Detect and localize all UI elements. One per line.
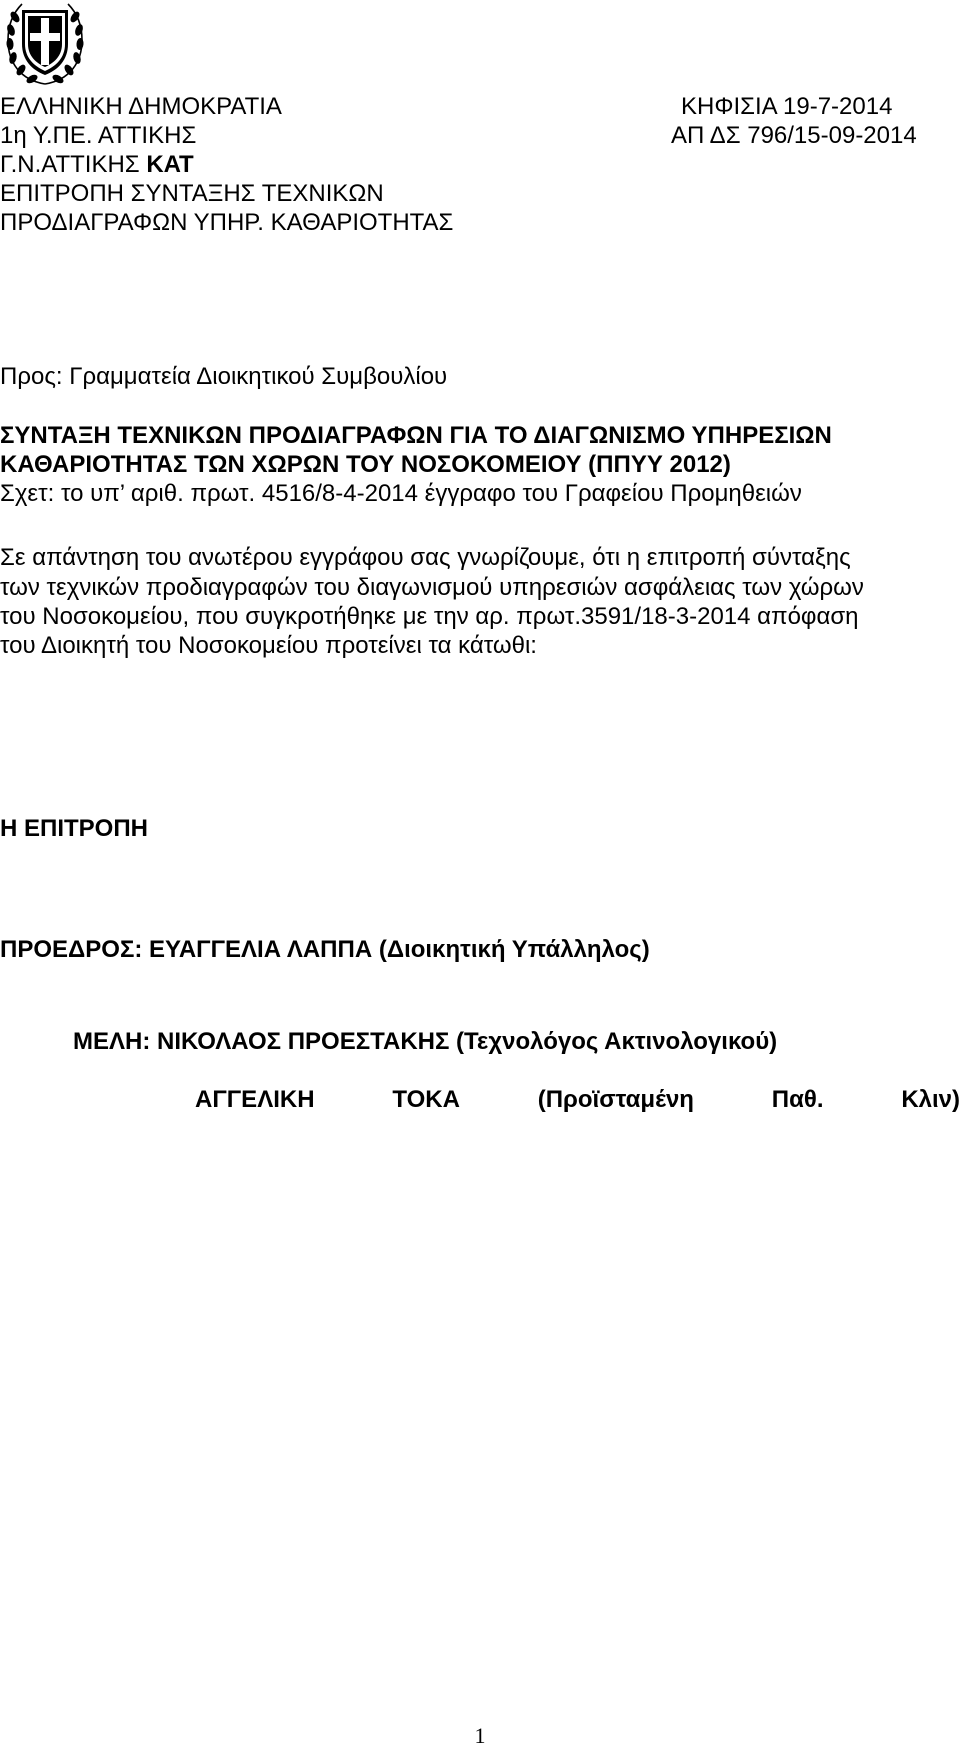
header-line-3-text: Γ.Ν.ΑΤΤΙΚΗΣ bbox=[0, 151, 147, 178]
subject-line-2: ΚΑΘΑΡΙΟΤΗΤΑΣ ΤΩΝ ΧΩΡΩΝ ΤΟΥ ΝΟΣΟΚΟΜΕΙΟΥ (ΠΠΥΥ 2012) bbox=[0, 451, 731, 478]
member-2-word: Παθ. bbox=[771, 1086, 824, 1113]
page-number: 1 bbox=[474, 1723, 486, 1748]
body-line-1: Σε απάντηση του ανωτέρου εγγράφου σας γνωρίζουμε, ότι η επιτροπή σύνταξης bbox=[0, 544, 851, 571]
header-line-4: ΕΠΙΤΡΟΠΗ ΣΥΝΤΑΞΗΣ ΤΕΧΝΙΚΩΝ bbox=[0, 180, 384, 207]
committee-heading: Η ΕΠΙΤΡΟΠΗ bbox=[0, 815, 149, 842]
committee-member-2 bbox=[195, 1086, 960, 1114]
member-2-word: Κλιν) bbox=[901, 1086, 960, 1113]
protocol-number: ΑΠ ΔΣ 796/15-09-2014 bbox=[671, 122, 917, 149]
member-2-word: ΤΟΚΑ bbox=[392, 1086, 460, 1113]
recipient: Προς: Γραμματεία Διοικητικού Συμβουλίου bbox=[0, 363, 448, 390]
hospital-abbreviation: ΚΑΤ bbox=[146, 151, 194, 178]
subject-line-1: ΣΥΝΤΑΞΗ ΤΕΧΝΙΚΩΝ ΠΡΟΔΙΑΓΡΑΦΩΝ ΓΙΑ ΤΟ ΔΙΑΓΩΝΙΣΜΟ ΥΠΗΡΕΣΙΩΝ bbox=[0, 422, 832, 449]
committee-member-1: ΜΕΛΗ: ΝΙΚΟΛΑΟΣ ΠΡΟΕΣΤΑΚΗΣ (Τεχνολόγος Ακτινολογικού) bbox=[73, 1028, 778, 1055]
reference: Σχετ: το υπ’ αριθ. πρωτ. 4516/8-4-2014 έγγραφο του Γραφείου Προμηθειών bbox=[0, 480, 802, 507]
body-line-3: του Νοσοκομείου, που συγκροτήθηκε με την αρ. πρωτ.3591/18-3-2014 απόφαση bbox=[0, 603, 859, 630]
body-line-2: των τεχνικών προδιαγραφών του διαγωνισμού υπηρεσιών ασφάλειας των χώρων bbox=[0, 574, 864, 601]
member-2-word: ΑΓΓΕΛΙΚΗ bbox=[195, 1086, 315, 1113]
header-line-2: 1η Υ.ΠΕ. ΑΤΤΙΚΗΣ bbox=[0, 122, 197, 149]
header-line-5: ΠΡΟΔΙΑΓΡΑΦΩΝ ΥΠΗΡ. ΚΑΘΑΡΙΟΤΗΤΑΣ bbox=[0, 209, 454, 236]
member-2-word: (Προϊσταμένη bbox=[537, 1086, 694, 1113]
place-date: ΚΗΦΙΣΙΑ 19-7-2014 bbox=[681, 93, 893, 120]
greek-coat-of-arms-icon bbox=[2, 0, 88, 88]
body-line-4: του Διοικητή του Νοσοκομείου προτείνει τα κάτωθι: bbox=[0, 632, 537, 659]
header-line-1: ΕΛΛΗΝΙΚΗ ΔΗΜΟΚΡΑΤΙΑ bbox=[0, 93, 282, 120]
committee-president: ΠΡΟΕΔΡΟΣ: ΕΥΑΓΓΕΛΙΑ ΛΑΠΠΑ (Διοικητική Υπάλληλος) bbox=[0, 936, 650, 963]
header-line-3 bbox=[0, 151, 194, 179]
